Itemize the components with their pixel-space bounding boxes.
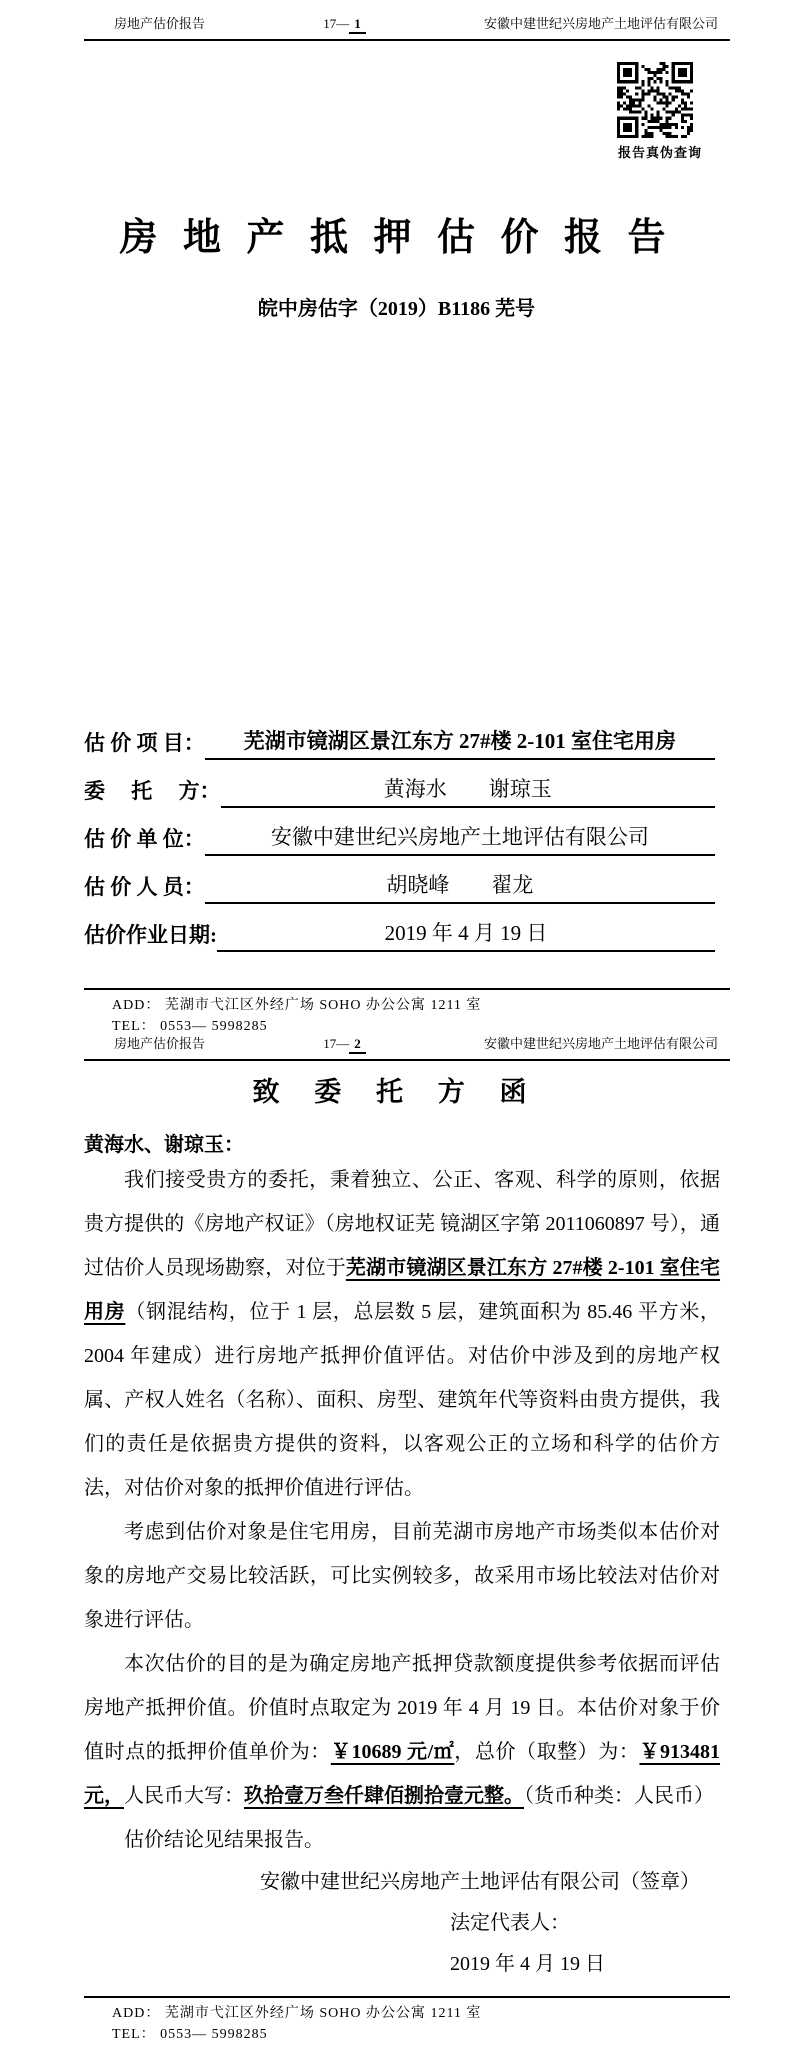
work-date-value: 2019 年 4 月 19 日 — [217, 917, 715, 952]
signature-legal-representative: 法定代表人： — [450, 1912, 570, 1934]
letter-paragraph-4: 估价结论见结果报告。 — [124, 1829, 324, 1851]
unit-price-highlight: ￥10689 元/㎡ — [330, 1741, 455, 1763]
header-page-indicator: 17— 1 — [323, 16, 366, 32]
project-label: 估 价 项 目： — [84, 731, 205, 755]
letter-paragraph-1: 我们接受贵方的委托，秉着独立、公正、客观、科学的原则，依据贵方提供的《房地产权证》（房地权证芜 镜湖区字第 2011060897 号），通过估价人员现场勘察，对位于芜湖市镜湖区景江东方 27#楼 2-101 室住宅用房（钢混结构，位于 1 层，总层数 5 层，建筑面积为 85.46 平方米，2004 年建成）进行房地产抵押价值评估。对估价中涉及到的房地产权属、产权人姓名（名称）、面积、房型、建筑年代等资料由贵方提供，我们的责任是依据贵方提供的资料，以客观公正的立场和科学的估价方法，对估价对象的抵押价值进行评估。 — [84, 1169, 721, 1499]
form-row-appraisers — [84, 856, 715, 904]
page1-header — [84, 16, 730, 41]
footer-telephone: TEL： 0553— 5998285 — [112, 1019, 268, 1034]
appraisers-label: 估 价 人 员： — [84, 875, 205, 899]
page2-footer — [84, 1996, 730, 2045]
agency-value: 安徽中建世纪兴房地产土地评估有限公司 — [205, 821, 715, 856]
form-row-agency — [84, 808, 715, 856]
header-company-name: 安徽中建世纪兴房地产土地评估有限公司 — [483, 16, 718, 31]
header-doc-type: 房地产估价报告 — [114, 16, 206, 31]
form-row-project — [84, 712, 715, 760]
cover-form — [84, 712, 715, 952]
letter-paragraph-2: 考虑到估价对象是住宅用房，目前芜湖市房地产市场类似本估价对象的房地产交易比较活跃，可比实例较多，故采用市场比较法对估价对象进行评估。 — [84, 1521, 720, 1631]
qr-code — [617, 62, 693, 138]
letter-title: 致 委 托 方 函 — [252, 1077, 541, 1107]
qr-verification-label: 报告真伪查询 — [617, 145, 702, 160]
form-row-client — [84, 760, 715, 808]
signature-company: 安徽中建世纪兴房地产土地评估有限公司（签章） — [260, 1871, 700, 1893]
client-value: 黄海水 谢琼玉 — [221, 773, 716, 808]
total-price-highlight: ￥913481 元， — [84, 1741, 721, 1807]
header-page-indicator: 17— 2 — [323, 1036, 366, 1052]
appraisers-value: 胡晓峰 翟龙 — [205, 869, 715, 904]
agency-label: 估 价 单 位： — [84, 827, 205, 851]
report-document-number: 皖中房估字（2019）B1186 芜号 — [257, 298, 536, 320]
footer-telephone: TEL： 0553— 5998285 — [112, 2027, 268, 2042]
qr-code-image — [617, 62, 693, 138]
report-title: 房 地 产 抵 押 估 价 报 告 — [119, 217, 674, 259]
header-company-name: 安徽中建世纪兴房地产土地评估有限公司 — [483, 1036, 718, 1051]
footer-address: ADD： 芜湖市弋江区外经广场 SOHO 办公公寓 1211 室 — [112, 2006, 482, 2021]
letter-salutation: 黄海水、谢琼玉： — [84, 1134, 244, 1156]
footer-address: ADD： 芜湖市弋江区外经广场 SOHO 办公公寓 1211 室 — [112, 998, 482, 1013]
page1-footer — [84, 988, 730, 1037]
page2-header — [84, 1036, 730, 1061]
property-description-highlight: 芜湖市镜湖区景江东方 27#楼 2-101 室住宅用房 — [84, 1257, 721, 1323]
signature-block — [260, 1862, 700, 1985]
letter-body — [84, 1158, 720, 1862]
project-value: 芜湖市镜湖区景江东方 27#楼 2-101 室住宅用房 — [205, 725, 715, 760]
form-row-date — [84, 904, 715, 952]
price-in-words-highlight: 玖拾壹万叁仟肆佰捌拾壹元整。 — [244, 1785, 524, 1807]
client-label: 委 托 方： — [84, 779, 221, 803]
signature-date: 2019 年 4 月 19 日 — [450, 1953, 605, 1975]
header-doc-type: 房地产估价报告 — [114, 1036, 206, 1051]
work-date-label: 估价作业日期: — [84, 923, 217, 947]
letter-paragraph-3: 本次估价的目的是为确定房地产抵押贷款额度提供参考依据而评估房地产抵押价值。价值时点取定为 2019 年 4 月 19 日。本估价对象于价值时点的抵押价值单价为：￥10689 元/㎡，总价（取整）为：￥913481 元，人民币大写：玖拾壹万叁仟肆佰捌拾壹元整。（货币种类：人民币） — [84, 1653, 721, 1807]
page-number: 1 — [349, 16, 366, 34]
page-number: 2 — [349, 1036, 366, 1054]
